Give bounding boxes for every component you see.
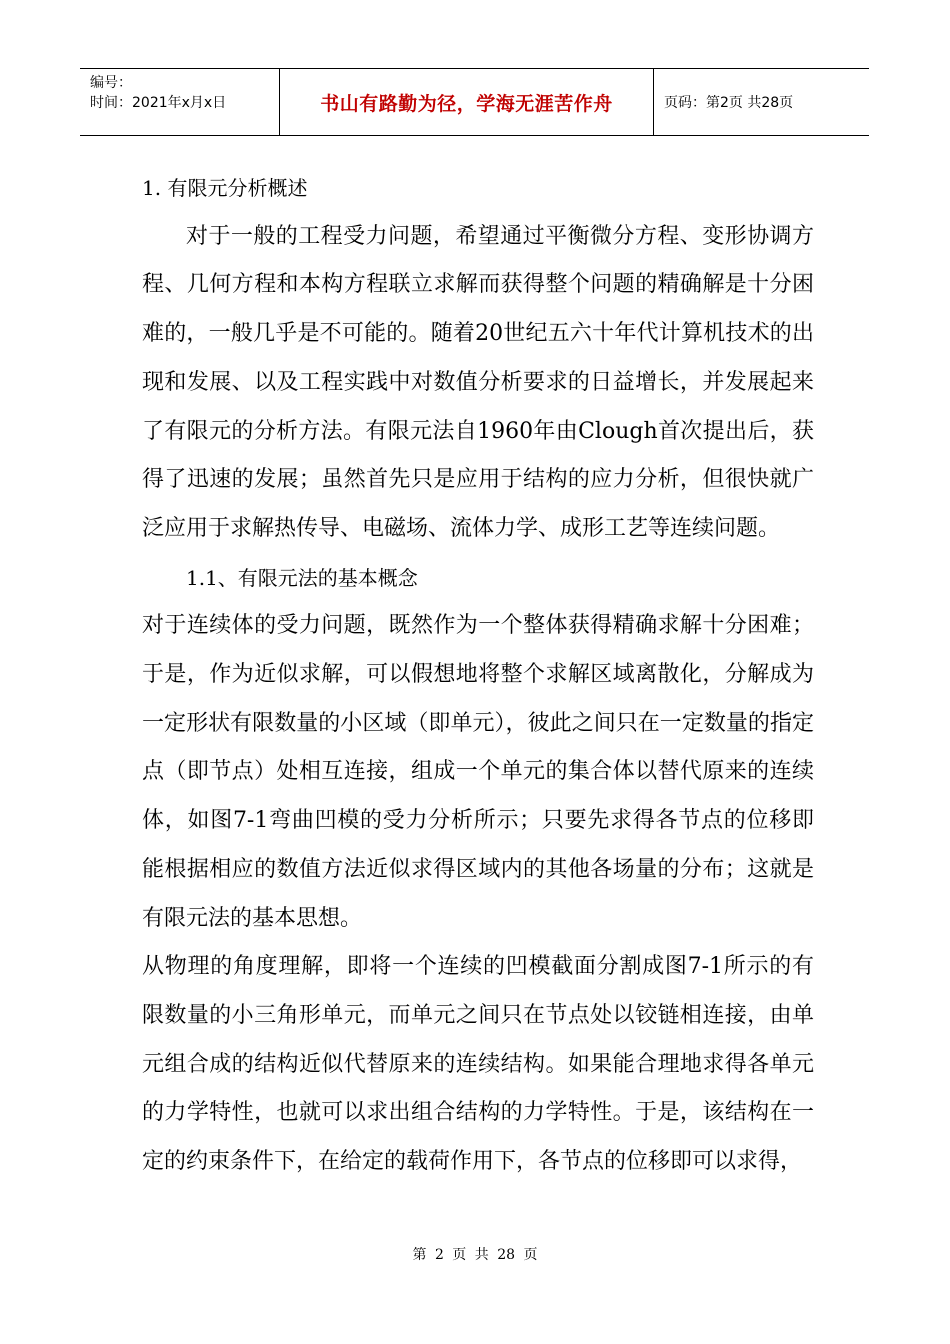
header-motto: 书山有路勤为径，学海无涯苦作舟: [280, 69, 654, 135]
paragraph-basic-concept: 对于连续体的受力问题，既然作为一个整体获得精确求解十分困难；于是，作为近似求解，可以假想地将整个求解区域离散化，分解成为一定形状有限数量的小区域（即单元），彼此之间只在一定数量的指定点（即节点）处相互连接，组成一个单元的集合体以替代原来的连续体，如图7-1弯曲凹模的受力分析所示；只要先求得各节点的位移即能根据相应的数值方法近似求得区域内的其他各场量的分布；这就是有限元法的基本思想。: [142, 613, 814, 931]
page-footer: 第 2 页 共 28 页: [412, 1247, 538, 1263]
section-title: 1. 有限元分析概述: [142, 176, 308, 200]
document-body: [142, 164, 814, 1187]
header-page-info: 页码：第2页 共28页: [664, 95, 794, 111]
subsection-title: 1.1、有限元法的基本概念: [186, 565, 418, 590]
document-number-label: 编号：: [90, 75, 132, 91]
document-date-label: 时间：2021年x月x日: [90, 95, 227, 111]
header-meta: [80, 69, 280, 135]
paragraph-intro: 对于一般的工程受力问题，希望通过平衡微分方程、变形协调方程、几何方程和本构方程联立求解而获得整个问题的精确解是十分困难的，一般几乎是不可能的。随着20世纪五六十年代计算机技术的出现和发展、以及工程实践中对数值分析要求的日益增长，并发展起来了有限元的分析方法。有限元法自1960年由Clough首次提出后，获得了迅速的发展；虽然首先只是应用于结构的应力分析，但很快就广泛应用于求解热传导、电磁场、流体力学、成形工艺等连续问题。: [142, 223, 814, 541]
document-header: [80, 68, 869, 136]
paragraph-physical-view: 从物理的角度理解，即将一个连续的凹模截面分割成图7-1所示的有限数量的小三角形单元，而单元之间只在节点处以铰链相连接，由单元组合成的结构近似代替原来的连续结构。如果能合理地求得各单元的力学特性，也就可以求出组合结构的力学特性。于是，该结构在一定的约束条件下，在给定的载荷作用下，各节点的位移即可以求得，: [142, 954, 814, 1175]
